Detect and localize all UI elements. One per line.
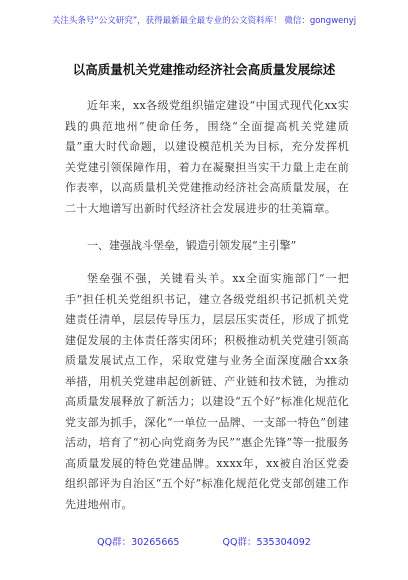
footer-links xyxy=(0,534,408,548)
section-1-heading: 一、建强战斗堡垒，锻造引领发展“主引擎” xyxy=(87,239,297,252)
section-1-paragraph: 堡垒强不强，关键看头羊。xx全面实施部门“一把手”担任机关党组织书记，建立各级党组织书记抓机关党建责任清单，层层传导压力，层层压实责任，形成了抓党建促发展的主体责任落实闭环；积极推动机关党建引领高质量发展试点工作，采取党建与业务全面深度融合xx条举措，用机关党建串起创新链、产业链和技术链，为推动高质量发展释放了新活力；以建设“五个好”标准化规范化党支部为抓手，深化“一单位一品牌、一支部一特色”创建活动，培育了“初心向党商务为民”“惠企先锋”等一批服务高质量发展的特色党建品牌。xxxx年，xx被自治区党委组织部评为自治区“五个好”标准化规范化党支部创建工作先进地州市。 xyxy=(65,272,349,511)
document-body xyxy=(65,96,349,219)
intro-paragraph: 近年来，xx各级党组织锚定建设“中国式现代化xx实践的典范地州”使命任务，围绕“全面提高机关党建质量”重大时代命题，以建设模范机关为目标，充分发挥机关党建引领保障作用，着力在凝聚担当实干力量上走在前作表率，以高质量机关党建推动经济社会高质量发展，在二十大地谱写出新时代经济社会发展进步的壮美篇章。 xyxy=(65,99,349,215)
header-banner: 关注头条号“公文研究”，获得最新最全最专业的公文资料库！ 微信：gongwenyj xyxy=(51,16,357,26)
qq-group-1: QQ群：30265665 xyxy=(97,537,180,548)
section-1-content xyxy=(65,269,349,515)
document-title: 以高质量机关党建推动经济社会高质量发展综述 xyxy=(72,62,336,77)
section-1 xyxy=(65,236,349,257)
qq-group-2: QQ群：535304092 xyxy=(222,537,311,548)
